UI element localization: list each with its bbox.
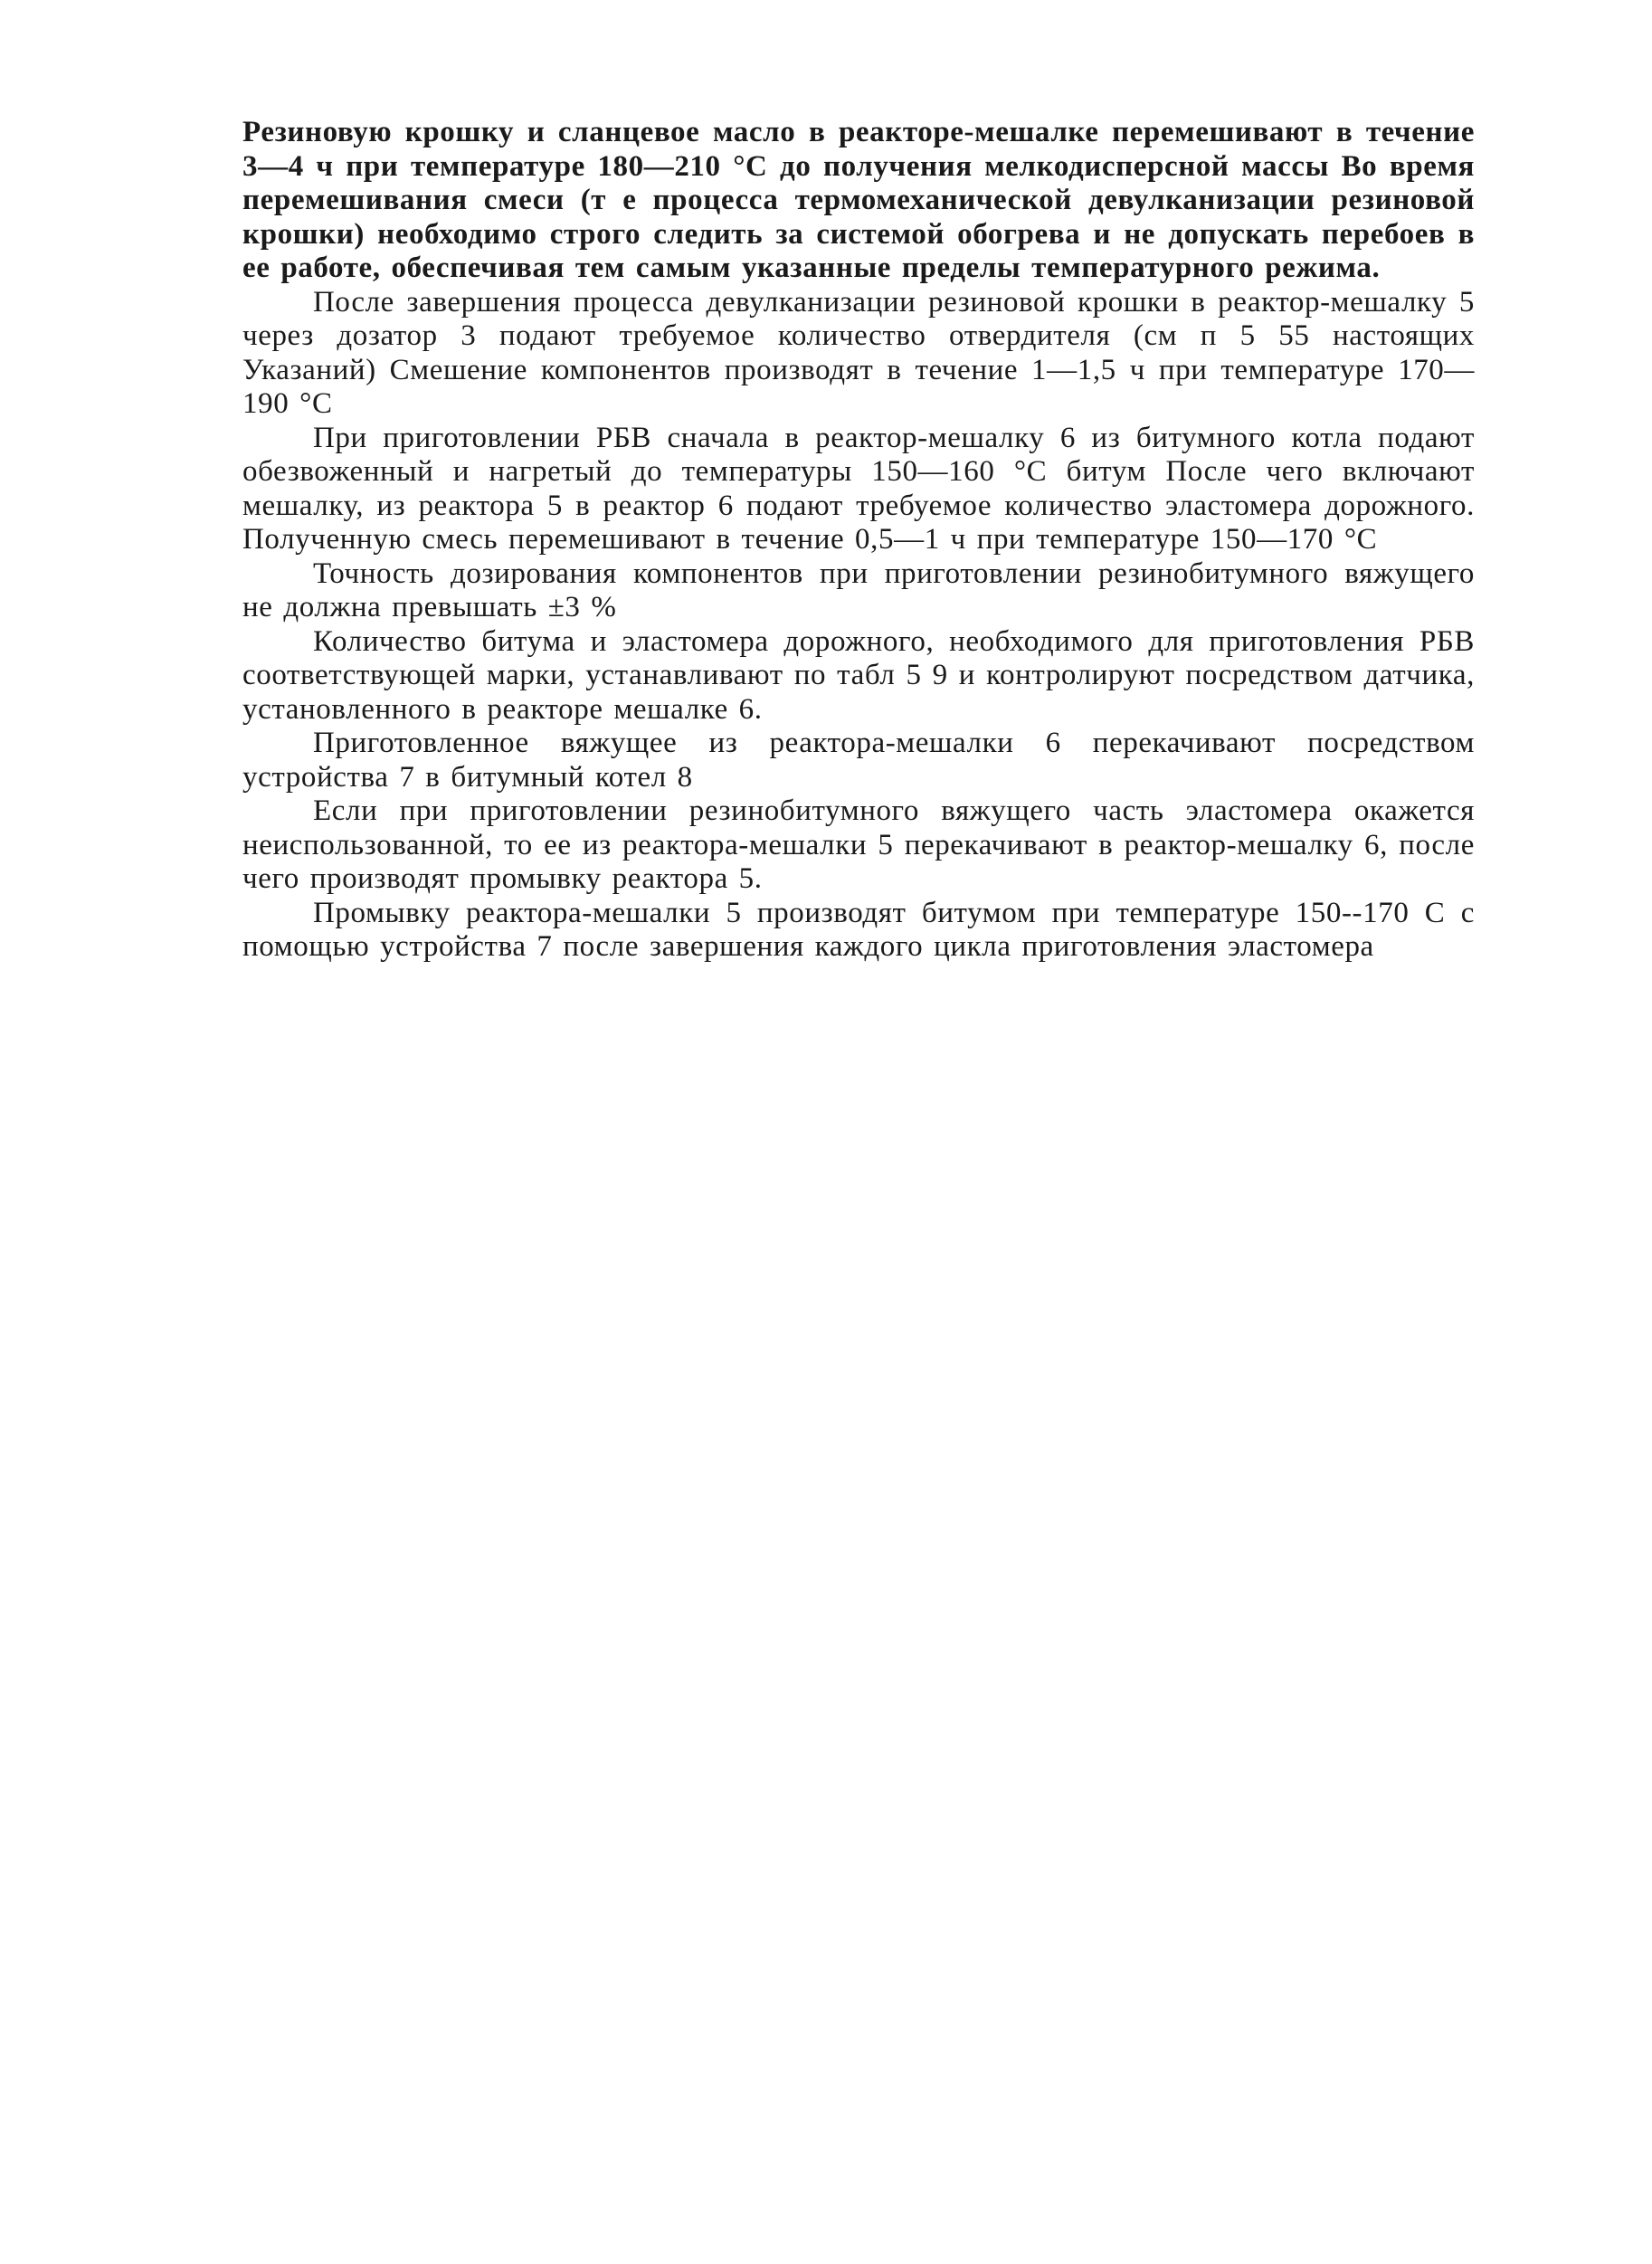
paragraph-7: Если при приготовлении резинобитумного вяжущего часть эластомера окажется неиспользованной, то ее из реактора-мешалки 5 перекачивают в реактор-мешалку 6, после чего производят промывку реактора 5. <box>242 794 1475 895</box>
body-text <box>242 116 1475 965</box>
paragraph-1: Резиновую крошку и сланцевое масло в реакторе-мешалке перемешивают в течение 3—4 ч при температуре 180—210 °С до получения мелкодисперсной массы Во время перемешивания смеси (т е процесса термомеханической девулканизации резиновой крошки) необходимо строго следить за системой обогрева и не допускать перебоев в ее работе, обеспечивая тем самым указанные пределы температурного режима. <box>242 116 1475 284</box>
paragraph-6: Приготовленное вяжущее из реактора-мешалки 6 перекачивают посредством устройства 7 в битумный котел 8 <box>242 727 1475 794</box>
paragraph-3: При приготовлении РБВ сначала в реактор-мешалку 6 из битумного котла подают обезвоженный и нагретый до температуры 150—160 °С битум После чего включают мешалку, из реактора 5 в реактор 6 подают требуемое количество эластомера дорожного. Полученную смесь перемешивают в течение 0,5—1 ч при температуре 150—170 °С <box>242 421 1475 556</box>
paragraph-2: После завершения процесса девулканизации резиновой крошки в реактор-мешалку 5 через дозатор 3 подают требуемое количество отвердителя (см п 5 55 настоящих Указаний) Смешение компонентов производят в течение 1—1,5 ч при температуре 170—190 °С <box>242 285 1475 420</box>
paragraph-8: Промывку реактора-мешалки 5 производят битумом при температуре 150--170 С с помощью устройства 7 после завершения каждого цикла приготовления эластомера <box>242 896 1475 963</box>
paragraph-5: Количество битума и эластомера дорожного, необходимого для приготовления РБВ соответствующей марки, устанавливают по табл 5 9 и контролируют посредством датчика, установленного в реакторе мешалке 6. <box>242 624 1475 726</box>
paragraph-4: Точность дозирования компонентов при приготовлении резинобитумного вяжущего не должна превышать ±3 % <box>242 556 1475 623</box>
